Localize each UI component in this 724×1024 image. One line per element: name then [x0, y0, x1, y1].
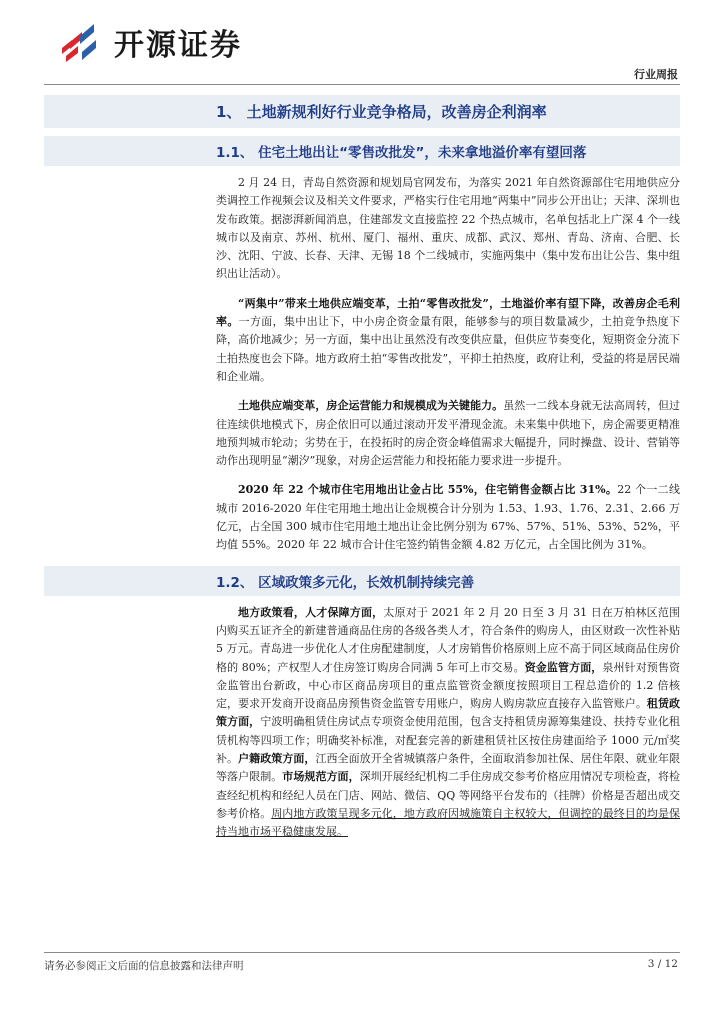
- logo-mark-icon: [58, 22, 104, 62]
- paragraph: 土地供应端变革，房企运营能力和规模成为关键能力。虽然一二线本身就无法高周转，但过往连续供地模式下，房企依旧可以通过滚动开发平滑现金流。未来集中供地下，房企需要更精准地预判城市轮动；劣势在于，在投拓时的房企资金峰值需求大幅提升，同时操盘、设计、营销等动作出现明显“潮汐”现象，对房企运营能力和投拓能力要求进一步提升。: [216, 399, 681, 468]
- page-number: 3 / 12: [647, 958, 678, 970]
- footer-disclaimer: 请务必参阅正文后面的信息披露和法律声明: [44, 960, 244, 972]
- header-divider: [44, 84, 680, 85]
- logo-text: 开源证券: [114, 28, 242, 63]
- paragraph: “两集中”带来土地供应端变革，土拍“零售改批发”，土地溢价率有望下降，改善房企毛利率。一方面，集中出让下，中小房企资金量有限，能够参与的项目数量减少，土拍竞争热度下降，高价地减少；另一方面，集中出让虽然没有改变供应量，但供应节奏变化，短期资金分流下土拍热度也会下降。地方政府土拍“零售改批发”，平抑土拍热度，政府让利，受益的将是居民端和企业端。: [216, 296, 681, 383]
- section-1-heading: 1、 土地新规利好行业竞争格局，改善房企利润率: [44, 95, 680, 128]
- section-1-1-heading: 1.1、 住宅土地出让“零售改批发”，未来拿地溢价率有望回落: [44, 136, 680, 166]
- paragraph: 2 月 24 日，青岛自然资源和规划局官网发布，为落实 2021 年自然资源部住宅用地供应分类调控工作视频会议及相关文件要求，严格实行住宅用地“两集中”同步公开出让；天津、深圳也发布政策。据澎湃新闻消息，住建部发文直接监控 22 个热点城市，名单包括北上广深 4 个一线城市以及南京、苏州、杭州、厦门、福州、重庆、成都、武汉、郑州、青岛、济南、合肥、长沙、沈阳、宁波、长春、天津、无锡 18 个二线城市，实施两集中（集中发布出让公告、集中组织出让活动）。: [216, 176, 680, 281]
- paragraph: 地方政策看，人才保障方面，太原对于 2021 年 2 月 20 日至 3 月 31 日在万柏林区范围内购买五证齐全的新建普通商品住房的各级各类人才，符合条件的购房人，由区财政一次性补贴 5 万元。青岛进一步优化人才住房配建制度，人才房销售价格原则上应不高于同区域商品住房价格的 80%；产权型人才住房签订购房合同满 5 年可上市交易。资金监管方面，泉州针对预售资金监管出台新政，中心市区商品房项目的重点监管资金额度按照项目工程总造价的 1.2 倍核定，要求开发商开设商品房预售资金监管专用账户，购房人购房款应直接存入监管账户。租赁政策方面，宁波明确租赁住房试点专项资金使用范围，包含支持租赁房源筹集建设、扶持专业化租赁机构等四项工作；明确奖补标准，对配套完善的新建租赁社区按住房建面给予 1000 元/㎡奖补。户籍政策方面，江西全面放开全省城镇落户条件，全面取消参加社保、居住年限、就业年限等落户限制。市场规范方面，深圳开展经纪机构二手住房成交参考价格应用情况专项检查，将检查经纪机构和经纪人员在门店、网站、微信、QQ 等网络平台发布的（挂牌）价格是否超出成交参考价格。周内地方政策呈现多元化，地方政府因城施策自主权较大，但调控的最终目的均是保持当地市场平稳健康发展。: [216, 605, 681, 839]
- paragraph: 2020 年 22 个城市住宅用地出让金占比 55%，住宅销售金额占比 31%。22 个一二线城市 2016-2020 年住宅用地土地出让金规模合计分别为 1.53、1.93、1.76、2.31、2.66 万亿元，占全国 300 城市住宅用地土地出让金比例分别为 67%、57%、51%、53%、52%，平均值 55%。2020 年 22 城市合计住宅签约销售金额 4.82 万亿元，占全国比例为 31%。: [216, 483, 680, 552]
- section-1-2-heading: 1.2、 区域政策多元化，长效机制持续完善: [44, 566, 680, 596]
- footer-divider: [44, 952, 680, 953]
- main-content: [44, 95, 680, 853]
- company-logo: [58, 22, 242, 62]
- report-type-label: 行业周报: [634, 68, 678, 81]
